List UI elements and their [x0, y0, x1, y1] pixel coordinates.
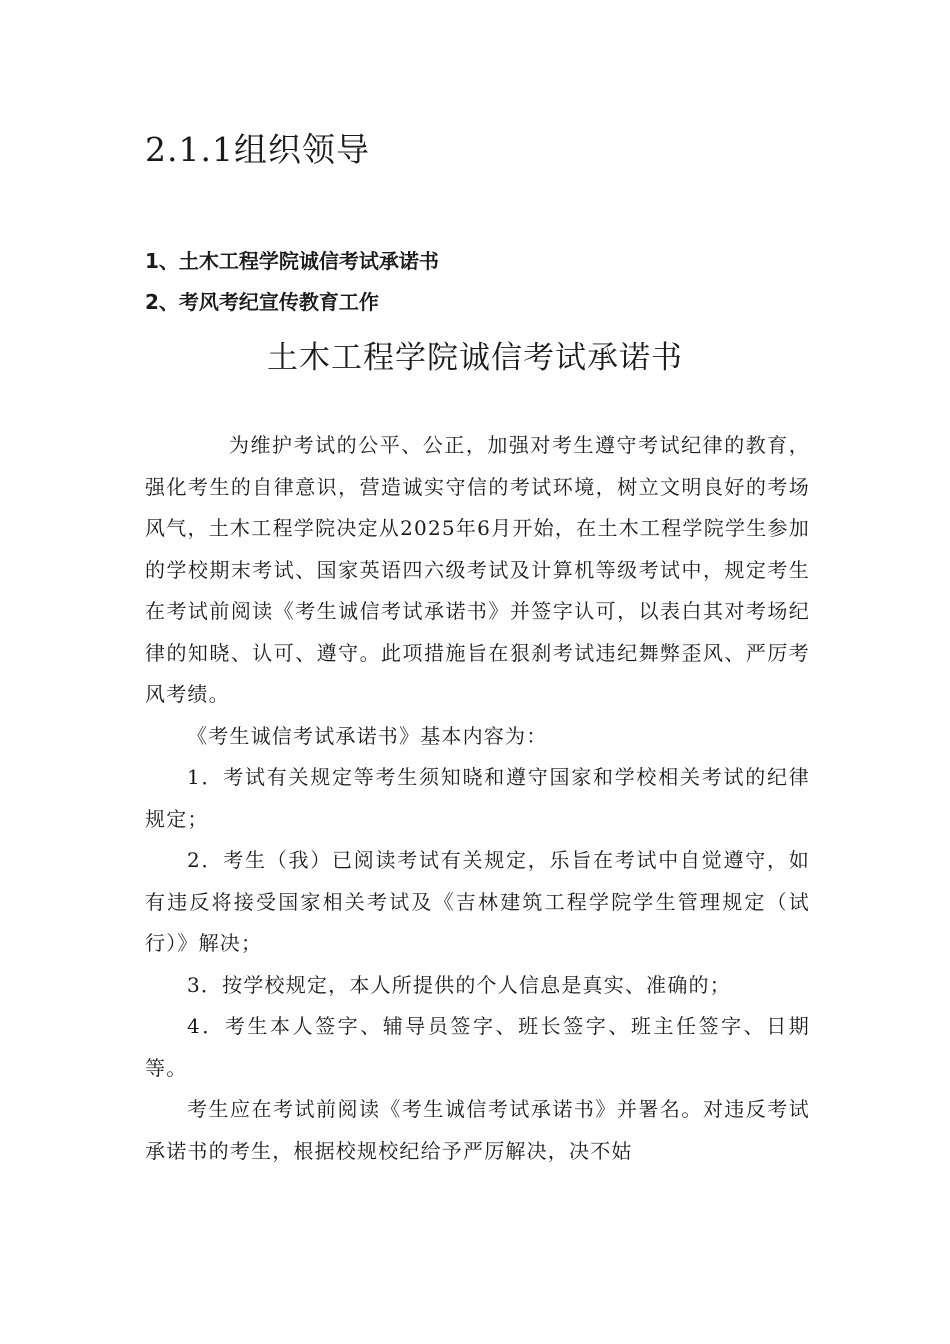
- toc-item-exam-discipline: 2、考风考纪宣传教育工作: [145, 290, 379, 314]
- paragraph-item-4: 4．考生本人签字、辅导员签字、班长签字、班主任签字、日期等。: [145, 1014, 810, 1080]
- section-heading: 2.1.1组织领导: [145, 130, 370, 169]
- paragraph-item-1: 1．考试有关规定等考生须知晓和遵守国家和学校相关考试的纪律规定；: [145, 765, 810, 831]
- paragraph-closing: 考生应在考试前阅读《考生诚信考试承诺书》并署名。对违反考试承诺书的考生，根据校规校纪给予严厉解决，决不姑: [145, 1097, 810, 1163]
- paragraph-item-3: 3．按学校规定，本人所提供的个人信息是真实、准确的；: [187, 972, 731, 997]
- document-title: 土木工程学院诚信考试承诺书: [267, 340, 683, 376]
- paragraph-item-2: 2．考生（我）已阅读考试有关规定，乐旨在考试中自觉遵守，如有违反将接受国家相关考试及《吉林建筑工程学院学生管理规定（试行）》解决；: [145, 848, 810, 955]
- paragraph-content-heading: 《考生诚信考试承诺书》基本内容为：: [187, 723, 548, 748]
- document-body: [145, 425, 810, 1172]
- toc-item-integrity-pledge: 1、土木工程学院诚信考试承诺书: [145, 249, 439, 273]
- paragraph-intro: 为维护考试的公平、公正，加强对考生遵守考试纪律的教育，强化考生的自律意识，营造诚实守信的考试环境，树立文明良好的考场风气，土木工程学院决定从2025年6月开始，在土木工程学院学生参加的学校期末考试、国家英语四六级考试及计算机等级考试中，规定考生在考试前阅读《考生诚信考试承诺书》并签字认可，以表白其对考场纪律的知晓、认可、遵守。此项措施旨在狠刹考试违纪舞弊歪风、严厉考风考绩。: [145, 433, 810, 706]
